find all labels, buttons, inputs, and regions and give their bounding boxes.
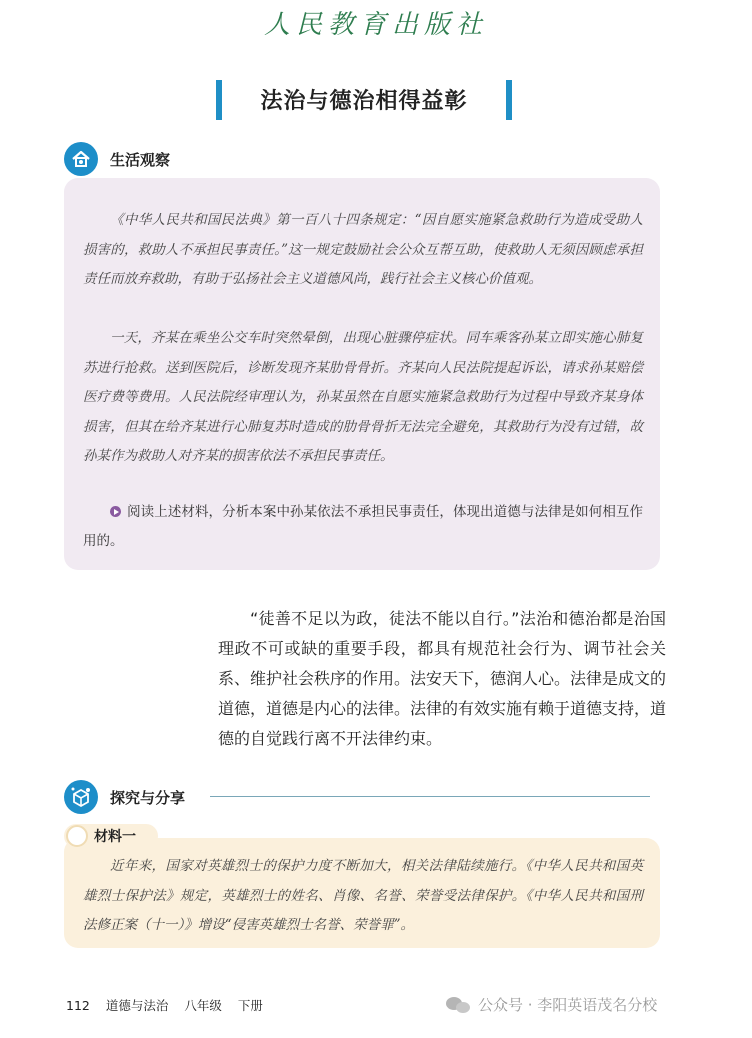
cube-network-icon <box>64 780 98 814</box>
footer-grade: 八年级 <box>184 998 222 1013</box>
page-title: 法治与德治相得益彰 <box>260 88 468 114</box>
house-icon <box>64 142 98 176</box>
life-observation-label: 生活观察 <box>110 150 171 169</box>
life-observation-header <box>64 142 170 176</box>
observation-question <box>83 498 643 556</box>
wechat-icon <box>446 995 472 1015</box>
main-paragraph: “徒善不足以为政，徒法不能以自行。”法治和德治都是治国理政不可或缺的重要手段，都具有规范社会行为、调节社会关系、维护社会秩序的作用。法安天下，德润人心。法律是成文的道德，道德是内心的法律。法律的有效实施有赖于道德支持，道德的自觉践行离不开法律约束。 <box>218 609 667 748</box>
observation-paragraph-2: 一天，齐某在乘坐公交车时突然晕倒，出现心脏骤停症状。同车乘客孙某立即实施心肺复苏进行抢救。送到医院后，诊断发现齐某肋骨骨折。齐某向人民法院提起诉讼，请求孙某赔偿医疗费等费用。人民法院经审理认为，孙某虽然在自愿实施紧急救助行为过程中导致齐某身体损害，但其在给齐某进行心肺复苏时造成的肋骨骨折无法完全避免，其救助行为没有过错，故孙某作为救助人对齐某的损害依法不承担民事责任。 <box>83 330 643 464</box>
title-bar-right <box>506 80 512 120</box>
page-title-block <box>216 80 512 120</box>
page-footer <box>66 996 275 1014</box>
watermark <box>446 994 657 1015</box>
publisher-logo: 人民教育出版社 <box>263 10 488 40</box>
footer-volume: 下册 <box>237 998 263 1013</box>
material-paragraph: 近年来，国家对英雄烈士的保护力度不断加大，相关法律陆续施行。《中华人民共和国英雄烈士保护法》规定，英雄烈士的姓名、肖像、名誉、荣誉受法律保护。《中华人民共和国刑法修正案（十一）》增设“侵害英雄烈士名誉、荣誉罪”。 <box>83 858 643 933</box>
explore-share-label: 探究与分享 <box>110 788 186 807</box>
footer-subject: 道德与法治 <box>105 998 169 1013</box>
watermark-text: 公众号 · 李阳英语茂名分校 <box>478 996 658 1014</box>
material-circle-icon <box>66 825 88 847</box>
material-label: 材料一 <box>94 829 136 845</box>
observation-paragraph-1: 《中华人民共和国民法典》第一百八十四条规定：“因自愿实施紧急救助行为造成受助人损害的，救助人不承担民事责任。”这一规定鼓励社会公众互帮互助，使救助人无须因顾虑承担责任而放弃救助，有助于弘扬社会主义道德风尚，践行社会主义核心价值观。 <box>83 212 643 287</box>
observation-question-text: 阅读上述材料，分析本案中孙某依法不承担民事责任，体现出道德与法律是如何相互作用的。 <box>83 504 643 549</box>
page-number: 112 <box>66 998 90 1013</box>
material-tag <box>64 824 158 848</box>
explore-share-header <box>64 780 185 814</box>
section-divider <box>210 796 650 797</box>
play-triangle-icon <box>110 506 121 517</box>
